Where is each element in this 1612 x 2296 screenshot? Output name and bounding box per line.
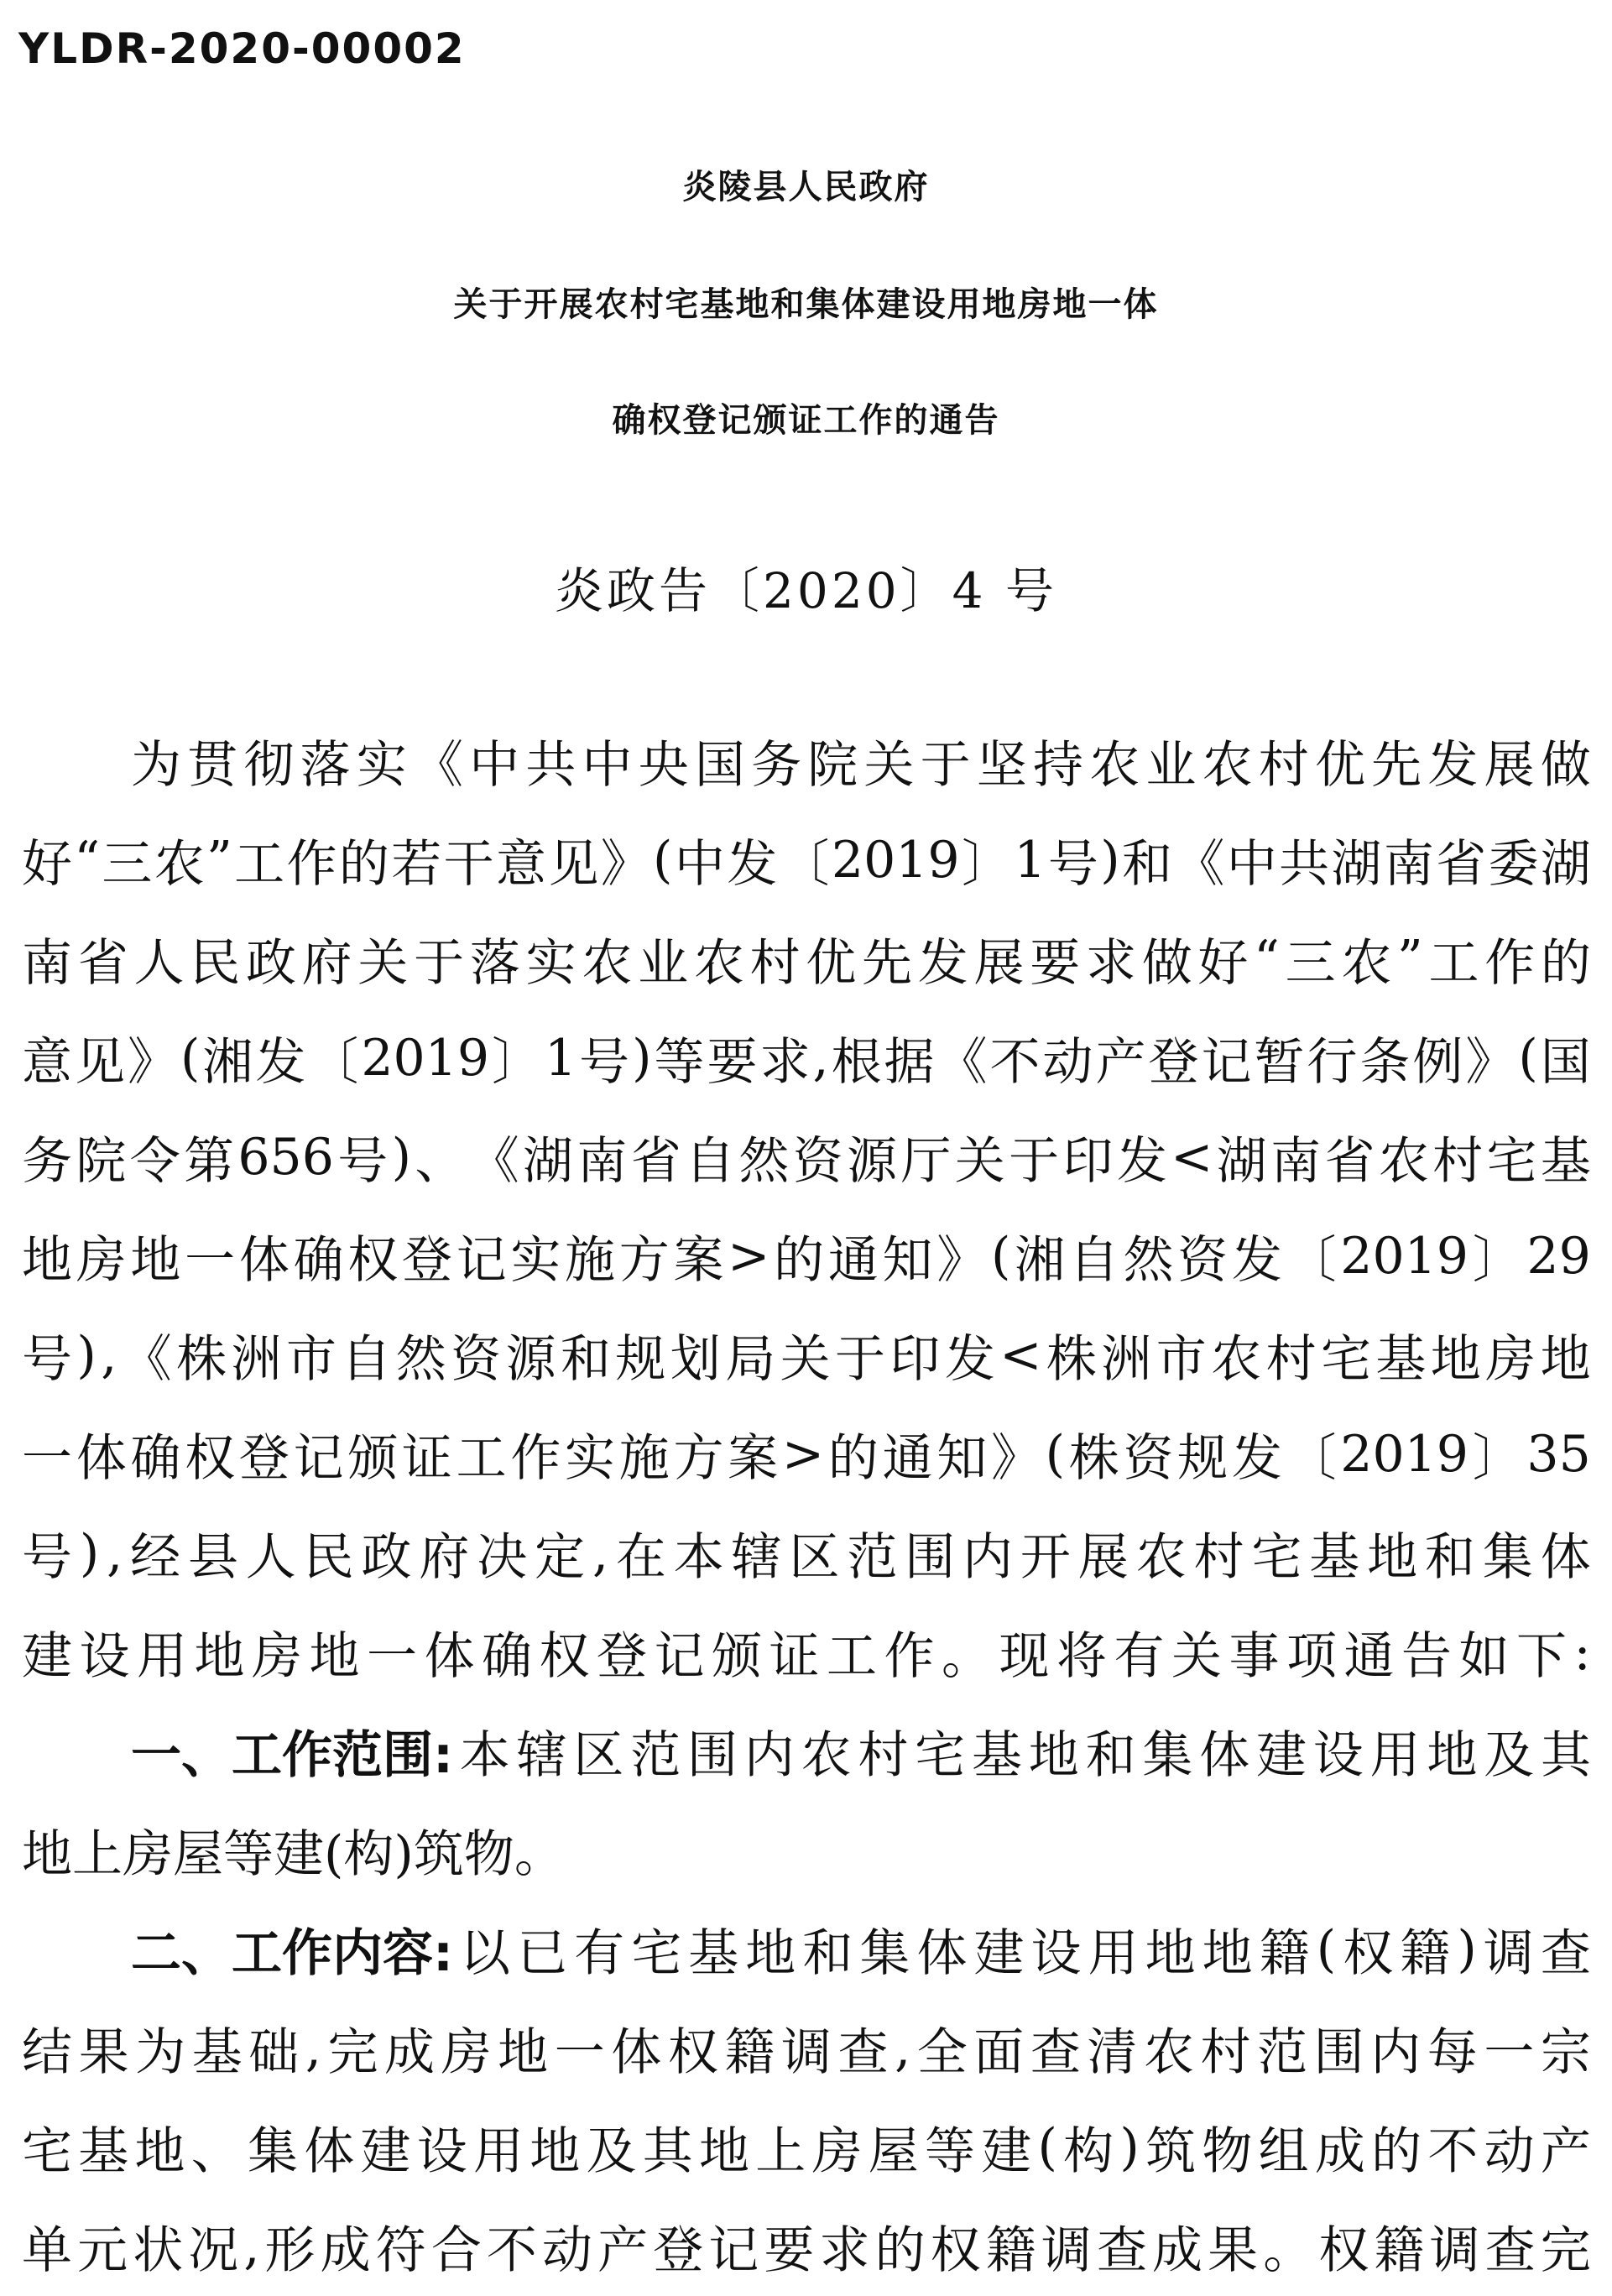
section-1-heading: 一、工作范围: [131, 1726, 453, 1785]
title-line-2: 关于开展农村宅基地和集体建设用地房地一体 [453, 285, 1159, 324]
section-2-line-1: 二、工作内容: 以 已 有 宅 基 地 和 集 体 建 设 用 地 地 籍 ( 权 籍 ) 调 查 [22, 1900, 1591, 1999]
title-line-1: 炎陵县人民政府 [682, 168, 930, 206]
section-1-line-2: 地上房屋等建(构)筑物。 [22, 1825, 565, 1884]
paragraph-line: 号 ) , 《 株 洲 市 自 然 资 源 和 规 划 局 关 于 印 发 < 株 洲 市 农 村 宅 基 地 房 地 [22, 1326, 1591, 1389]
document-id: YLDR-2020-00002 [18, 24, 466, 73]
paragraph-line: 南 省 人 民 政 府 关 于 落 实 农 业 农 村 优 先 发 展 要 求 做 好 “ 三 农 ” 工 作 的 [22, 930, 1591, 993]
section-2-heading: 二、工作内容: [131, 1924, 453, 1983]
paragraph-line: 建 设 用 地 房 地 一 体 确 权 登 记 颁 证 工 作 。 现 将 有 关 事 项 通 告 如 下 : [22, 1623, 1591, 1686]
paragraph-line: 单 元 状 况 , 形 成 符 合 不 动 产 登 记 要 求 的 权 籍 调 查 成 果 。 权 籍 调 查 完 [22, 2217, 1591, 2280]
document-body [22, 712, 1591, 2296]
paragraph-line: 地 房 地 一 体 确 权 登 记 实 施 方 案 > 的 通 知 》 ( 湘 自 然 资 发 〔 2019 〕 29 [22, 1227, 1591, 1290]
section-1-line-1: 一、工作范围: 本 辖 区 范 围 内 农 村 宅 基 地 和 集 体 建 设 用 地 及 其 [22, 1702, 1591, 1801]
document-number: 炎政告〔2020〕4 号 [555, 562, 1057, 619]
paragraph-line: 一 体 确 权 登 记 颁 证 工 作 实 施 方 案 > 的 通 知 》 ( 株 资 规 发 〔 2019 〕 35 [22, 1425, 1591, 1488]
paragraph-line: 好 “ 三 农 ” 工 作 的 若 干 意 见 》 ( 中 发 〔 2019 〕 1 号 ) 和 《 中 共 湖 南 省 委 湖 [22, 831, 1591, 894]
paragraph-line: 宅 基 地 、 集 体 建 设 用 地 及 其 地 上 房 屋 等 建 ( 构 ) 筑 物 组 成 的 不 动 产 [22, 2118, 1591, 2181]
paragraph-line: 结 果 为 基 础 , 完 成 房 地 一 体 权 籍 调 查 , 全 面 查 清 农 村 范 围 内 每 一 宗 [22, 2019, 1591, 2082]
paragraph-line: 号 ) , 经 县 人 民 政 府 决 定 , 在 本 辖 区 范 围 内 开 展 农 村 宅 基 地 和 集 体 [22, 1524, 1591, 1587]
paragraph-line: 务 院 令 第 656 号 ) 、 《 湖 南 省 自 然 资 源 厅 关 于 印 发 < 湖 南 省 农 村 宅 基 [22, 1128, 1591, 1191]
paragraph-line: 为 贯 彻 落 实 《 中 共 中 央 国 务 院 关 于 坚 持 农 业 农 村 优 先 发 展 做 [131, 736, 1591, 795]
paragraph-line: 意 见 》 ( 湘 发 〔 2019 〕 1 号 ) 等 要 求 , 根 据 《 不 动 产 登 记 暂 行 条 例 》 ( 国 [22, 1029, 1591, 1092]
title-line-3: 确权登记颁证工作的通告 [612, 401, 1000, 440]
